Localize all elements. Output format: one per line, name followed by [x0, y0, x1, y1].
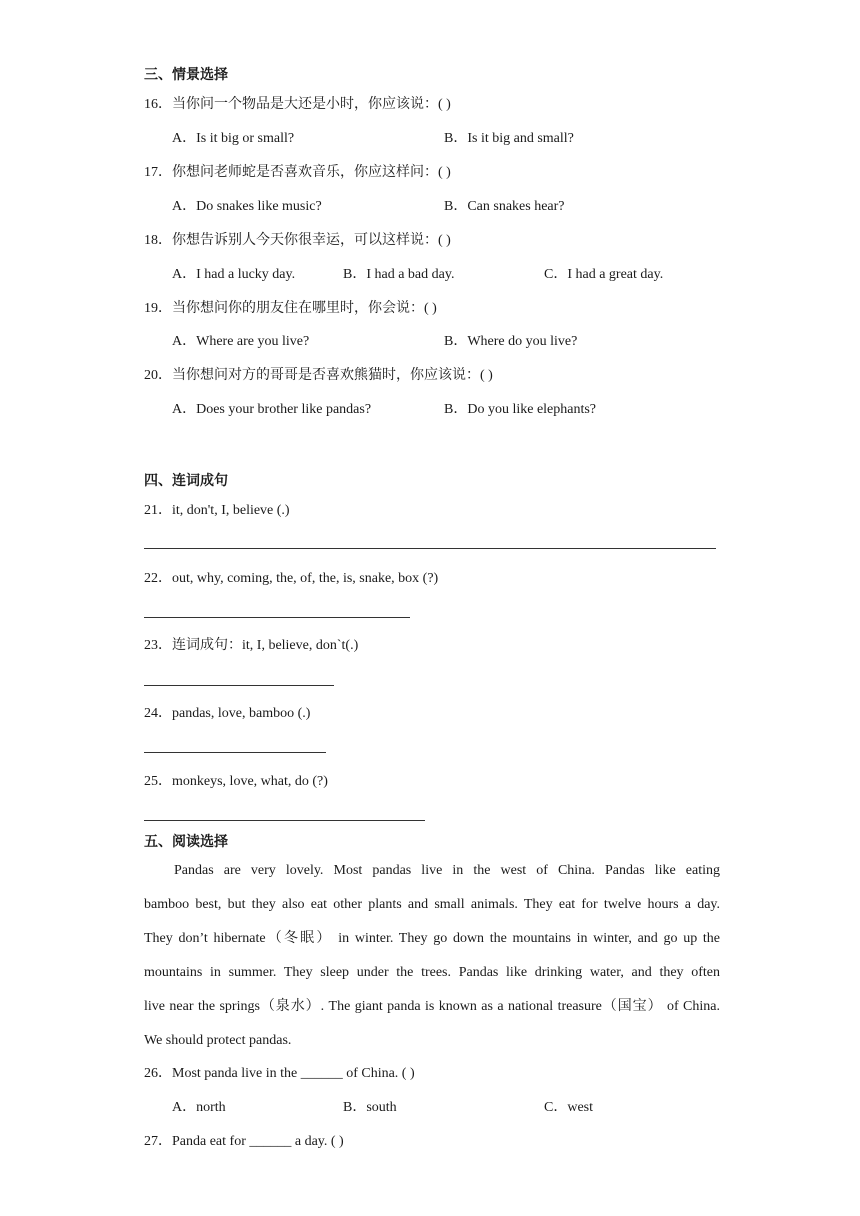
question-17-option-a: A．Do snakes like music? [172, 199, 322, 214]
question-18-stem: 18．你想告诉别人今天你很幸运，可以这样说：( ) [144, 233, 451, 248]
question-16-option-a: A．Is it big or small? [172, 131, 295, 146]
question-23-prompt: 23．连词成句：it, I, believe, don`t(.) [144, 638, 359, 653]
passage-line: mountains in summer. They sleep under the trees. Pandas like drinking water, and they often [144, 965, 720, 980]
question-17-stem: 17．你想问老师蛇是否喜欢音乐，你应这样问：( ) [144, 165, 451, 180]
question-24-prompt: 24．pandas, love, bamboo (.) [144, 706, 311, 721]
question-16-stem: 16．当你问一个物品是大还是小时，你应该说：( ) [144, 97, 451, 112]
question-18-option-a: A．I had a lucky day. [172, 267, 296, 282]
passage-line: They don’t hibernate（冬眠） in winter. They go down the mountains in winter, and go up the [144, 931, 720, 946]
answer-line [144, 820, 425, 821]
answer-line [144, 752, 326, 753]
question-17-option-b: B．Can snakes hear? [444, 199, 565, 214]
question-20-option-b: B．Do you like elephants? [444, 402, 597, 417]
question-26-option-a: A．north [172, 1100, 226, 1115]
passage-line: We should protect pandas. [144, 1033, 292, 1048]
question-26-option-c: C．west [544, 1100, 593, 1115]
question-22-prompt: 22．out, why, coming, the, of, the, is, snake, box (?) [144, 571, 439, 586]
question-20-option-a: A．Does your brother like pandas? [172, 402, 372, 417]
question-20-stem: 20．当你想问对方的哥哥是否喜欢熊猫时，你应该说：( ) [144, 368, 493, 383]
passage-line: Pandas are very lovely. Most pandas live in the west of China. Pandas like eating [174, 863, 720, 878]
passage-line: live near the springs（泉水）. The giant panda is known as a national treasure（国宝） of China. [144, 999, 720, 1014]
answer-line [144, 617, 410, 618]
section-heading: 五、阅读选择 [144, 835, 228, 850]
question-26-option-b: B．south [343, 1100, 397, 1115]
question-27-stem: 27．Panda eat for ______ a day. ( ) [144, 1134, 344, 1149]
question-21-prompt: 21．it, don't, I, believe (.) [144, 503, 290, 518]
question-19-option-a: A．Where are you live? [172, 334, 310, 349]
section-heading: 三、情景选择 [144, 68, 228, 83]
question-26-stem: 26．Most panda live in the ______ of China. ( ) [144, 1066, 415, 1081]
question-18-option-c: C．I had a great day. [544, 267, 664, 282]
section-heading: 四、连词成句 [144, 474, 228, 489]
reading-passage [144, 854, 720, 1058]
question-25-prompt: 25．monkeys, love, what, do (?) [144, 774, 328, 789]
question-19-stem: 19．当你想问你的朋友住在哪里时，你会说：( ) [144, 301, 437, 316]
question-19-option-b: B．Where do you live? [444, 334, 578, 349]
answer-line [144, 685, 334, 686]
passage-line: bamboo best, but they also eat other plants and small animals. They eat for twelve hours a day. [144, 897, 720, 912]
question-18-option-b: B．I had a bad day. [343, 267, 455, 282]
question-16-option-b: B．Is it big and small? [444, 131, 574, 146]
answer-line [144, 548, 716, 549]
